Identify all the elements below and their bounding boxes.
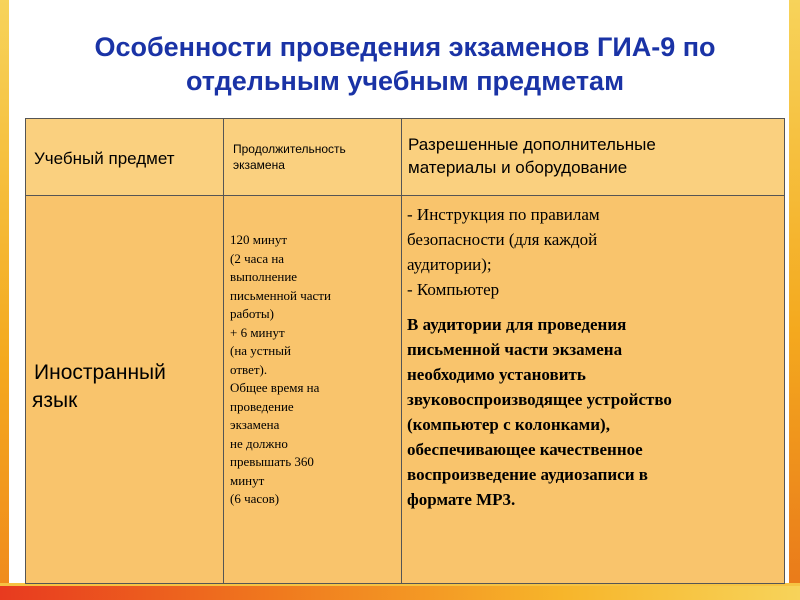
header-materials <box>408 133 768 179</box>
exam-table <box>25 118 785 584</box>
materials-note-line: воспроизведение аудиозаписи в <box>407 465 648 484</box>
duration-line: минут <box>230 472 265 488</box>
duration-line: (6 часов) <box>230 491 280 506</box>
duration-line: ответ). <box>230 361 268 377</box>
header-subject: Учебный предмет <box>34 149 175 168</box>
spacer <box>407 302 777 312</box>
duration-line: не должно <box>230 435 288 451</box>
header-materials-line: Разрешенные дополнительные <box>408 135 656 154</box>
materials-list-line: - Инструкция по правилам <box>407 205 600 224</box>
materials-note-line: (компьютер с колонками), <box>407 415 610 434</box>
column-divider <box>223 119 224 583</box>
materials-note-line: обеспечивающее качественное <box>407 440 643 459</box>
duration-line: работы) <box>230 306 274 321</box>
duration-line: Общее время на <box>230 380 320 395</box>
right-decor-bar <box>789 0 800 600</box>
header-materials-line: материалы и оборудование <box>408 158 628 177</box>
materials-list-line: - Компьютер <box>407 280 500 299</box>
title-line: Особенности проведения экзаменов ГИА-9 по <box>94 32 716 62</box>
duration-line: экзамена <box>230 417 280 432</box>
materials-list-line: аудитории); <box>407 255 492 274</box>
header-duration-line: Продолжительность <box>233 142 346 156</box>
cell-subject <box>32 359 220 415</box>
duration-line: (2 часа на <box>230 250 285 266</box>
materials-note-line: формате МР3. <box>407 490 516 509</box>
header-duration <box>233 141 403 173</box>
materials-note-line: письменной части экзамена <box>407 340 623 359</box>
materials-note-line: В аудитории для проведения <box>407 315 627 334</box>
slide-title <box>40 30 770 98</box>
cell-duration <box>230 231 402 509</box>
materials-note-line: звуковоспроизводящее устройство <box>407 390 672 409</box>
bottom-decor-bar <box>0 586 800 600</box>
materials-note-line: необходимо установить <box>407 365 586 384</box>
subject-line: Иностранный <box>34 361 166 384</box>
left-decor-bar <box>0 0 9 600</box>
duration-line: 120 минут <box>230 232 288 247</box>
subject-line: язык <box>32 389 78 412</box>
title-line: отдельным учебным предметам <box>185 66 625 96</box>
duration-line: (на устный <box>230 343 291 358</box>
duration-line: выполнение <box>230 269 298 284</box>
duration-line: проведение <box>230 398 294 414</box>
materials-list-line: безопасности (для каждой <box>407 230 598 249</box>
duration-line: превышать 360 <box>230 454 314 469</box>
cell-materials <box>407 202 777 512</box>
duration-line: письменной части <box>230 287 331 303</box>
duration-line: + 6 минут <box>230 324 285 340</box>
header-duration-line: экзамена <box>233 158 285 172</box>
